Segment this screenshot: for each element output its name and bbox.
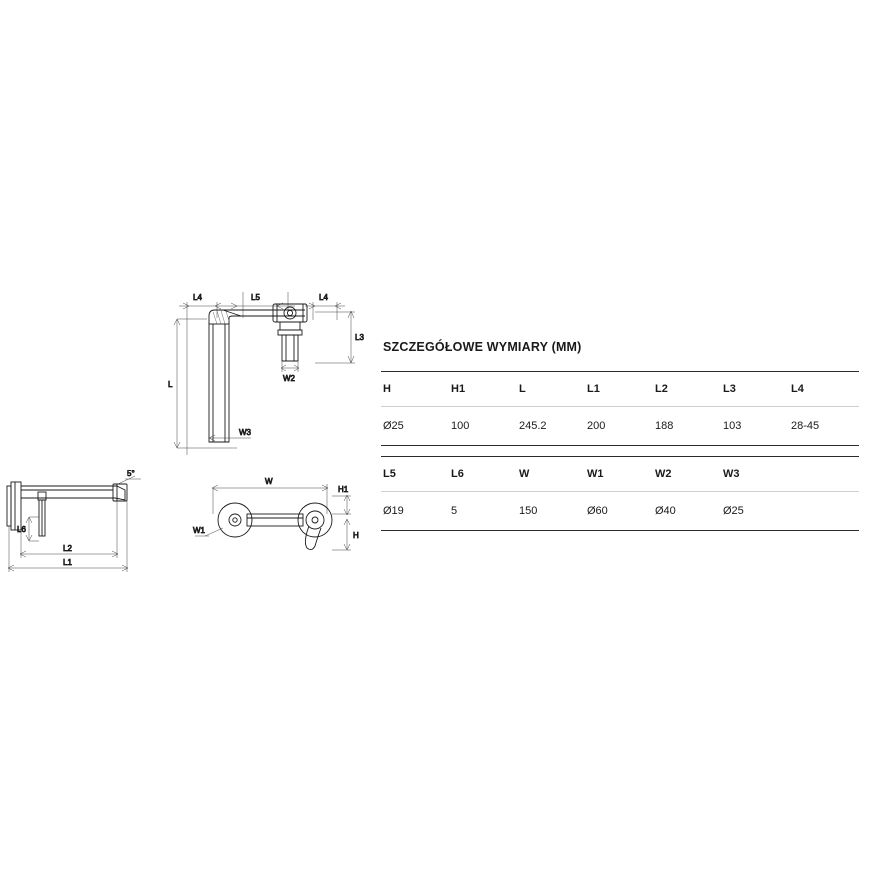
table-header-cell: H <box>381 372 449 407</box>
dimensions-spec-panel <box>381 340 859 531</box>
table-header-cell-empty <box>789 457 859 492</box>
table-header-cell: L2 <box>653 372 721 407</box>
table-header-cell: L1 <box>585 372 653 407</box>
table-header-cell: L4 <box>789 372 859 407</box>
table-header-row-1 <box>381 372 859 407</box>
dim-label-l: L <box>168 380 173 389</box>
table-header-cell: L5 <box>381 457 449 492</box>
dim-label-h1: H1 <box>338 485 349 494</box>
front-elevation-view <box>175 470 365 580</box>
table-cell: 150 <box>517 492 585 531</box>
table-cell-empty <box>789 492 859 531</box>
dim-label-l3: L3 <box>355 333 364 342</box>
table-spacer <box>381 446 859 457</box>
table-row-1 <box>381 407 859 446</box>
table-header-cell: W2 <box>653 457 721 492</box>
table-cell: Ø60 <box>585 492 653 531</box>
table-header-row-2 <box>381 457 859 492</box>
table-header-cell: L3 <box>721 372 789 407</box>
table-cell: 200 <box>585 407 653 446</box>
table-row-2 <box>381 492 859 531</box>
table-cell: Ø40 <box>653 492 721 531</box>
dim-label-w2: W2 <box>283 374 295 383</box>
dim-label-l2: L2 <box>63 544 72 553</box>
page-title: SZCZEGÓŁOWE WYMIARY (MM) <box>383 340 582 354</box>
table-header-cell: W1 <box>585 457 653 492</box>
dim-label-w: W <box>265 477 273 486</box>
table-cell: 103 <box>721 407 789 446</box>
dimensions-table <box>381 371 859 531</box>
table-header-cell: L6 <box>449 457 517 492</box>
dim-label-l4-left: L4 <box>193 293 202 302</box>
table-header-cell: L <box>517 372 585 407</box>
table-cell: Ø19 <box>381 492 449 531</box>
dim-label-l5: L5 <box>251 293 260 302</box>
table-cell: 245.2 <box>517 407 585 446</box>
dim-label-w3: W3 <box>239 428 251 437</box>
table-header-cell: W3 <box>721 457 789 492</box>
table-cell: 100 <box>449 407 517 446</box>
dim-label-l6: L6 <box>17 525 26 534</box>
side-elevation-view <box>165 280 380 465</box>
table-cell: 188 <box>653 407 721 446</box>
table-cell: 28-45 <box>789 407 859 446</box>
table-cell: 5 <box>449 492 517 531</box>
table-cell: Ø25 <box>721 492 789 531</box>
dim-label-angle: 5° <box>127 470 135 478</box>
table-header-cell: H1 <box>449 372 517 407</box>
dim-label-w1: W1 <box>193 526 205 535</box>
dim-label-l1: L1 <box>63 558 72 567</box>
table-cell: Ø25 <box>381 407 449 446</box>
dim-label-l4-right: L4 <box>319 293 328 302</box>
plan-section-view <box>5 470 150 595</box>
dim-label-h: H <box>353 531 359 540</box>
table-header-cell: W <box>517 457 585 492</box>
